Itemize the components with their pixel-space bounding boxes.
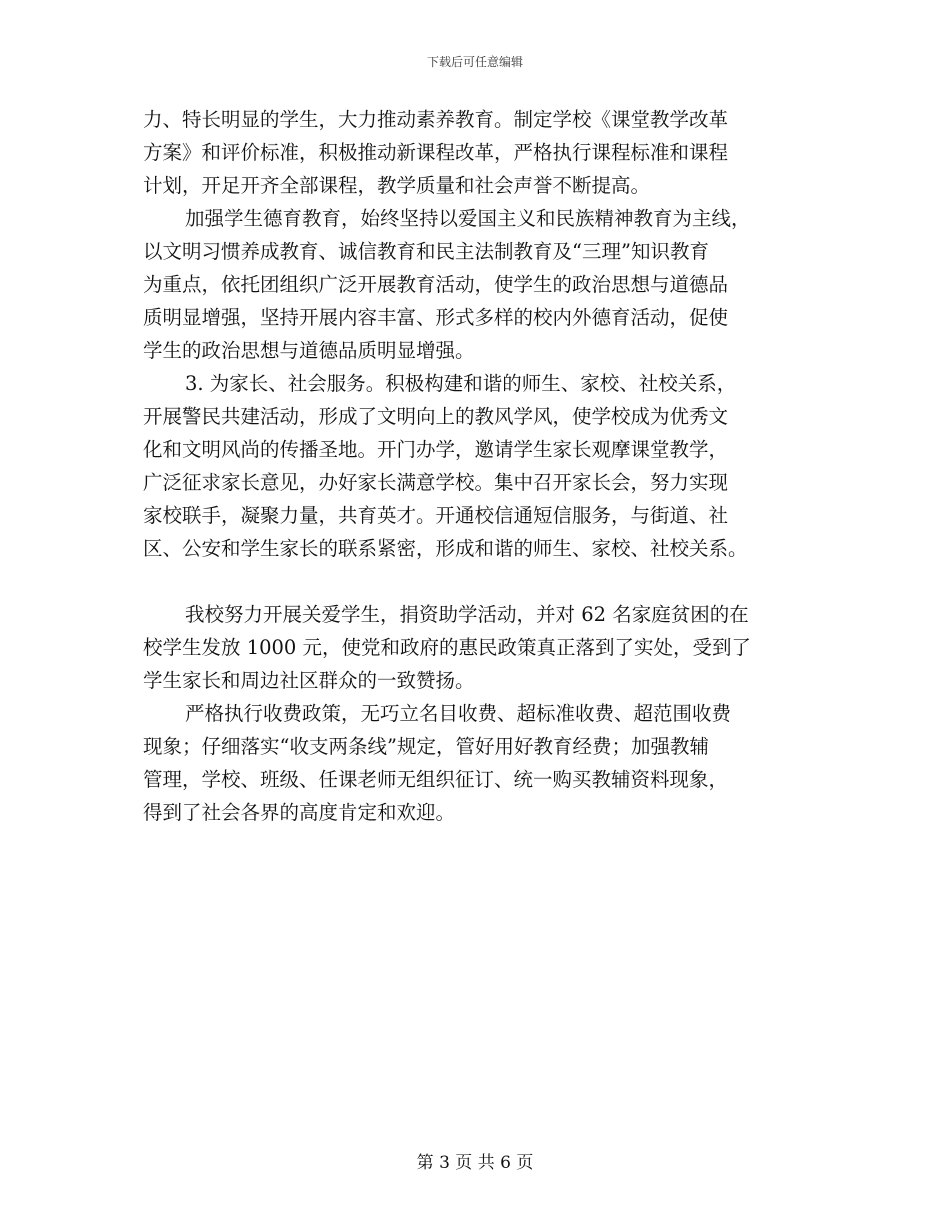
text-line: 学生的政治思想与道德品质明显增强。 [143,339,475,362]
paragraph-student-aid [143,598,815,697]
text-line: 方案》和评价标准，积极推动新课程改革，严格执行课程标准和课程 [143,141,729,164]
text-line: 加强学生德育教育，始终坚持以爱国主义和民族精神教育为主线， [185,207,751,230]
text-line: 严格执行收费政策，无巧立名目收费、超标准收费、超范围收费 [185,702,732,725]
page-header: 下载后可任意编辑 [426,55,523,69]
paragraph-parent-service [143,367,815,565]
text-line: 计划，开足开齐全部课程，教学质量和社会声誉不断提高。 [143,174,651,197]
text-line: 学生家长和周边社区群众的一致赞扬。 [143,669,475,692]
text-line: 广泛征求家长意见，办好家长满意学校。集中召开家长会，努力实现 [143,471,729,494]
text-line: 区、公安和学生家长的联系紧密，形成和谐的师生、家校、社校关系。 [143,537,748,560]
text-line: 力、特长明显的学生，大力推动素养教育。制定学校《课堂教学改革 [143,108,729,131]
text-line: 开展警民共建活动，形成了文明向上的教风学风，使学校成为优秀文 [143,405,729,428]
page-number-footer: 第 3 页 共 6 页 [416,1153,534,1173]
paragraph-quality-education [143,103,815,202]
text-line: 我校努力开展关爱学生，捐资助学活动，并对 62 名家庭贫困的在 [185,603,749,626]
text-line: 家校联手，凝聚力量，共育英才。开通校信通短信服务，与街道、社 [143,504,729,527]
text-line: 以文明习惯养成教育、诚信教育和民主法制教育及“三理”知识教育 [143,240,709,263]
text-line: 为重点，依托团组织广泛开展教育活动，使学生的政治思想与道德品 [143,273,729,296]
text-line: 3. 为家长、社会服务。积极构建和谐的师生、家校、社校关系， [185,372,737,395]
document-body [143,103,815,829]
paragraph-fee-policy [143,697,815,829]
text-line: 得到了社会各界的高度肯定和欢迎。 [143,801,456,824]
paragraph-moral-education [143,202,815,367]
text-line: 现象；仔细落实“收支两条线”规定，管好用好教育经费；加强教辅 [143,735,709,758]
text-line: 化和文明风尚的传播圣地。开门办学，邀请学生家长观摩课堂教学， [143,438,729,461]
paragraph-gap [143,565,815,598]
text-line: 管理，学校、班级、任课老师无组织征订、统一购买教辅资料现象， [143,768,729,791]
text-line: 质明显增强，坚持开展内容丰富、形式多样的校内外德育活动，促使 [143,306,729,329]
text-line: 校学生发放 1000 元，使党和政府的惠民政策真正落到了实处，受到了 [143,636,752,659]
